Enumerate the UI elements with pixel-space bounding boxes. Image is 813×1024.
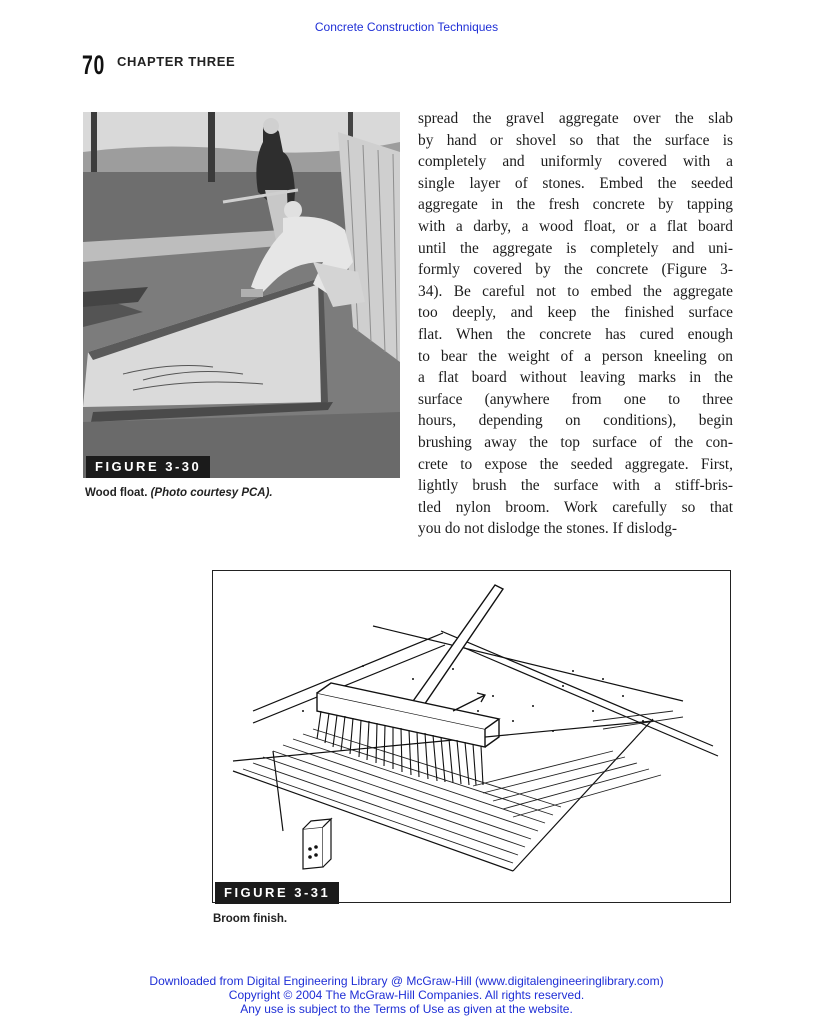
footer-line-3: Any use is subject to the Terms of Use as given at the website. — [240, 1002, 573, 1016]
chapter-label: CHAPTER THREE — [117, 54, 236, 69]
body-text-column — [418, 108, 733, 540]
figure-3-30-photo — [83, 112, 400, 478]
figure-3-31-illustration — [212, 570, 731, 903]
footer-line-2: Copyright © 2004 The McGraw-Hill Companies. All rights reserved. — [228, 988, 585, 1002]
body-line: brushing away the top surface of the con- — [418, 433, 733, 451]
body-line: until the aggregate is completely and uni- — [418, 239, 733, 257]
body-line: tled nylon broom. Work carefully so that — [418, 498, 733, 516]
figure-3-30-caption-main: Wood float. — [85, 487, 148, 499]
figure-3-31-caption: Broom finish. — [213, 913, 288, 925]
figure-3-30-caption-credit: (Photo courtesy PCA). — [150, 487, 273, 499]
body-line: surface (anywhere from one to three — [418, 390, 733, 408]
body-line: single layer of stones. Embed the seeded — [418, 174, 733, 192]
body-line: flat. When the concrete has cured enough — [418, 325, 733, 343]
figure-3-30-caption — [85, 487, 273, 499]
figure-3-30-tag: FIGURE 3-30 — [86, 456, 210, 478]
body-line: to bear the weight of a person kneeling on — [418, 347, 733, 365]
body-line: too deeply, and keep the finished surface — [418, 304, 733, 322]
body-line: 34). Be careful not to embed the aggregate — [418, 282, 733, 300]
body-line: with a darby, a wood float, or a flat board — [418, 217, 733, 235]
body-line: by hand or shovel so that the surface is — [418, 131, 733, 149]
body-line: crete to expose the seeded aggregate. First, — [418, 455, 733, 473]
body-line: formly covered by the concrete (Figure 3- — [418, 261, 733, 279]
footer-line-1: Downloaded from Digital Engineering Library @ McGraw-Hill (www.digitalengineeringlibrary.com) — [149, 974, 664, 988]
body-line: spread the gravel aggregate over the slab — [418, 110, 733, 127]
body-line: you do not dislodge the stones. If dislodg- — [418, 520, 678, 538]
body-line: completely and uniformly covered with a — [418, 153, 733, 171]
running-head: Concrete Construction Techniques — [314, 20, 499, 34]
body-line: lightly brush the surface with a stiff-bris- — [418, 477, 733, 495]
footer — [0, 974, 813, 1016]
body-line: hours, depending on conditions), begin — [418, 412, 733, 430]
figure-3-31-tag: FIGURE 3-31 — [215, 882, 339, 904]
body-line: a flat board without leaving marks in the — [418, 369, 733, 387]
body-line: aggregate in the fresh concrete by tapping — [418, 196, 733, 214]
page-number: 70 — [82, 50, 106, 80]
